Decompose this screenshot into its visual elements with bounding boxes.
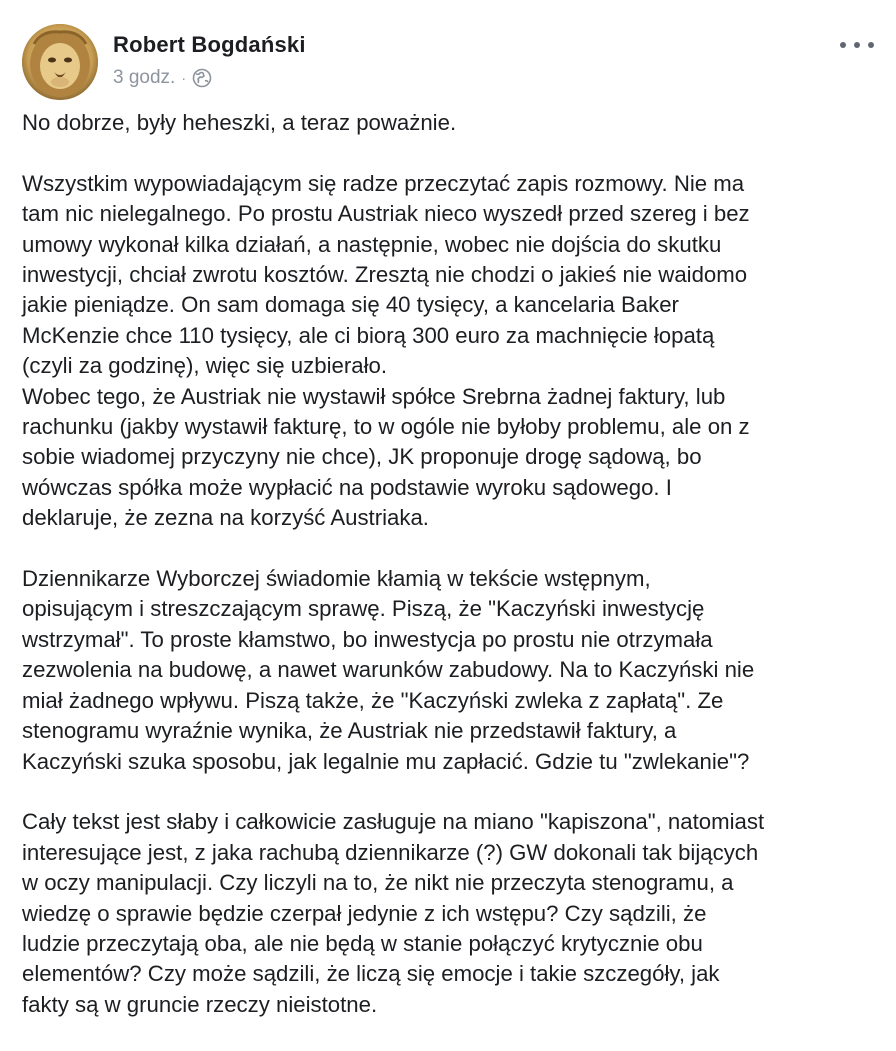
text-line: Kaczyński szuka sposobu, jak legalnie mu zapłacić. Gdzie tu "zwlekanie"? [22,748,750,774]
text-line: w oczy manipulacji. Czy liczyli na to, że nikt nie przeczyta stenogramu, a [22,870,734,896]
text-line: inwestycji, chciał zwrotu kosztów. Zresztą nie chodzi o jakieś nie waidomo [22,262,748,288]
text-line: zezwolenia na budowę, a nawet warunków zabudowy. Na to Kaczyński nie [22,657,755,683]
paragraph [22,807,882,1020]
text-line: Dziennikarze Wyborczej świadomie kłamią w tekście wstępnym, [22,566,651,592]
paragraph [22,564,882,777]
text-line: deklaruje, że zezna na korzyść Austriaka. [22,505,429,531]
meta-separator: · [181,70,186,86]
text-line: No dobrze, były heheszki, a teraz poważnie. [22,110,457,135]
text-line: tam nic nielegalnego. Po prostu Austriak nieco wyszedł przed szereg i bez [22,201,750,227]
post-time[interactable]: 3 godz. [113,67,176,88]
text-line: wiedzę o sprawie będzie czerpał jedynie z ich wstępu? Czy sądzili, że [22,900,707,926]
text-line: interesujące jest, z jaka rachubą dziennikarze (?) GW dokonali tak bijących [22,839,759,865]
post-text [22,108,882,1051]
text-line: Wszystkim wypowiadającym się radze przeczytać zapis rozmowy. Nie ma [22,170,745,196]
text-line: elementów? Czy może sądzili, że liczą się emocje i takie szczegóły, jak [22,961,720,987]
paragraph [22,108,882,138]
post-header [22,22,874,102]
text-line: ludzie przeczytają oba, ale nie będą w stanie połączyć krytycznie obu [22,930,703,956]
text-line: (czyli za godzinę), więc się uzbierało. [22,353,388,379]
post-meta [113,67,212,89]
text-line: Cały tekst jest słaby i całkowicie zasługuje na miano "kapiszona", natomiast [22,809,765,835]
more-dot [868,42,874,48]
text-line: fakty są w gruncie rzeczy nieistotne. [22,991,378,1017]
text-line: opisującym i streszczającym sprawę. Piszą, że "Kaczyński inwestycję [22,596,705,622]
paragraph [22,169,882,534]
globe-icon[interactable] [192,68,212,88]
more-options-button[interactable] [840,38,874,52]
text-line: umowy wykonał kilka działań, a następnie, wobec nie dojścia do skutku [22,231,722,257]
text-line: wówczas spółka może wypłacić na podstawie wyroku sądowego. I [22,474,672,500]
more-dot [854,42,860,48]
avatar[interactable] [22,24,98,100]
text-line: Wobec tego, że Austriak nie wystawił spółce Srebrna żadnej faktury, lub [22,383,726,409]
text-line: McKenzie chce 110 tysięcy, ale ci biorą 300 euro za machnięcie łopatą [22,322,715,348]
text-line: sobie wiadomej przyczyny nie chce), JK proponuje drogę sądową, bo [22,444,702,470]
lion-avatar-image [22,24,98,100]
more-dot [840,42,846,48]
text-line: stenogramu wyraźnie wynika, że Austriak nie przedstawił faktury, a [22,718,677,744]
text-line: miał żadnego wpływu. Piszą także, że "Kaczyński zwleka z zapłatą". Ze [22,687,724,713]
text-line: wstrzymał". To proste kłamstwo, bo inwestycja po prostu nie otrzymała [22,626,713,652]
text-line: jakie pieniądze. On sam domaga się 40 tysięcy, a kancelaria Baker [22,292,679,318]
text-line: rachunku (jakby wystawił fakturę, to w ogóle nie byłoby problemu, ale on z [22,414,750,440]
author-name[interactable]: Robert Bogdański [113,32,306,57]
